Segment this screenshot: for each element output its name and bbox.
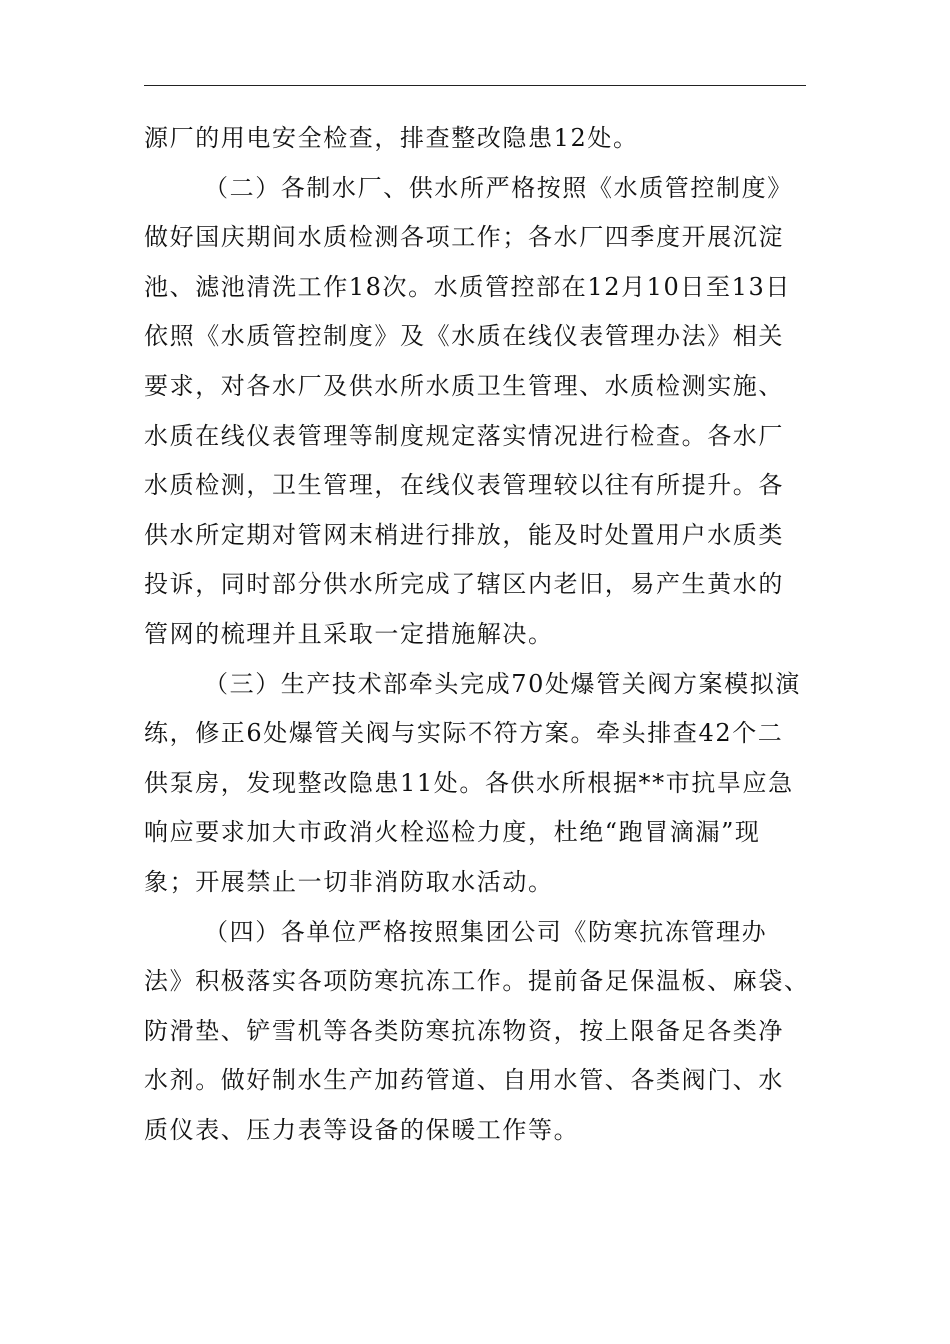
header-rule bbox=[144, 85, 806, 86]
paragraph-line: 投诉，同时部分供水所完成了辖区内老旧，易产生黄水的 bbox=[144, 570, 784, 599]
paragraph-line: 供水所定期对管网末梢进行排放，能及时处置用户水质类 bbox=[144, 520, 784, 549]
paragraph-line: 水质检测，卫生管理，在线仪表管理较以往有所提升。各 bbox=[144, 471, 784, 500]
paragraph-line: 水剂。做好制水生产加药管道、自用水管、各类阀门、水 bbox=[144, 1066, 784, 1095]
paragraph-line: 响应要求加大市政消火栓巡检力度，杜绝“跑冒滴漏”现 bbox=[144, 818, 761, 847]
paragraph-line: 要求，对各水厂及供水所水质卫生管理、水质检测实施、 bbox=[144, 371, 784, 400]
paragraph-line: 练，修正6处爆管关阀与实际不符方案。牵头排查42个二 bbox=[144, 719, 784, 748]
document-body bbox=[144, 114, 810, 1155]
paragraph-line: 防滑垫、铲雪机等各类防寒抗冻物资，按上限备足各类净 bbox=[144, 1016, 784, 1045]
paragraph-first-line: （三）生产技术部牵头完成70处爆管关阀方案模拟演 bbox=[204, 669, 801, 698]
paragraph-line: 依照《水质管控制度》及《水质在线仪表管理办法》相关 bbox=[144, 322, 784, 351]
paragraph-first-line: （二）各制水厂、供水所严格按照《水质管控制度》 bbox=[204, 173, 793, 202]
paragraph-first-line: （四）各单位严格按照集团公司《防寒抗冻管理办 bbox=[204, 917, 768, 946]
paragraph-line: 质仪表、压力表等设备的保暖工作等。 bbox=[144, 1115, 580, 1144]
paragraph-line: 供泵房，发现整改隐患11处。各供水所根据**市抗旱应急 bbox=[144, 768, 794, 797]
paragraph-line: 源厂的用电安全检查，排查整改隐患12处。 bbox=[144, 124, 639, 152]
paragraph-line: 管网的梳理并且采取一定措施解决。 bbox=[144, 619, 554, 648]
paragraph-line: 法》积极落实各项防寒抗冻工作。提前备足保温板、麻袋、 bbox=[144, 967, 810, 996]
paragraph-line: 池、滤池清洗工作18次。水质管控部在12月10日至13日 bbox=[144, 272, 791, 301]
paragraph-line: 做好国庆期间水质检测各项工作；各水厂四季度开展沉淀 bbox=[144, 223, 784, 252]
paragraph-line: 水质在线仪表管理等制度规定落实情况进行检查。各水厂 bbox=[144, 421, 784, 450]
paragraph-line: 象；开展禁止一切非消防取水活动。 bbox=[144, 867, 554, 896]
